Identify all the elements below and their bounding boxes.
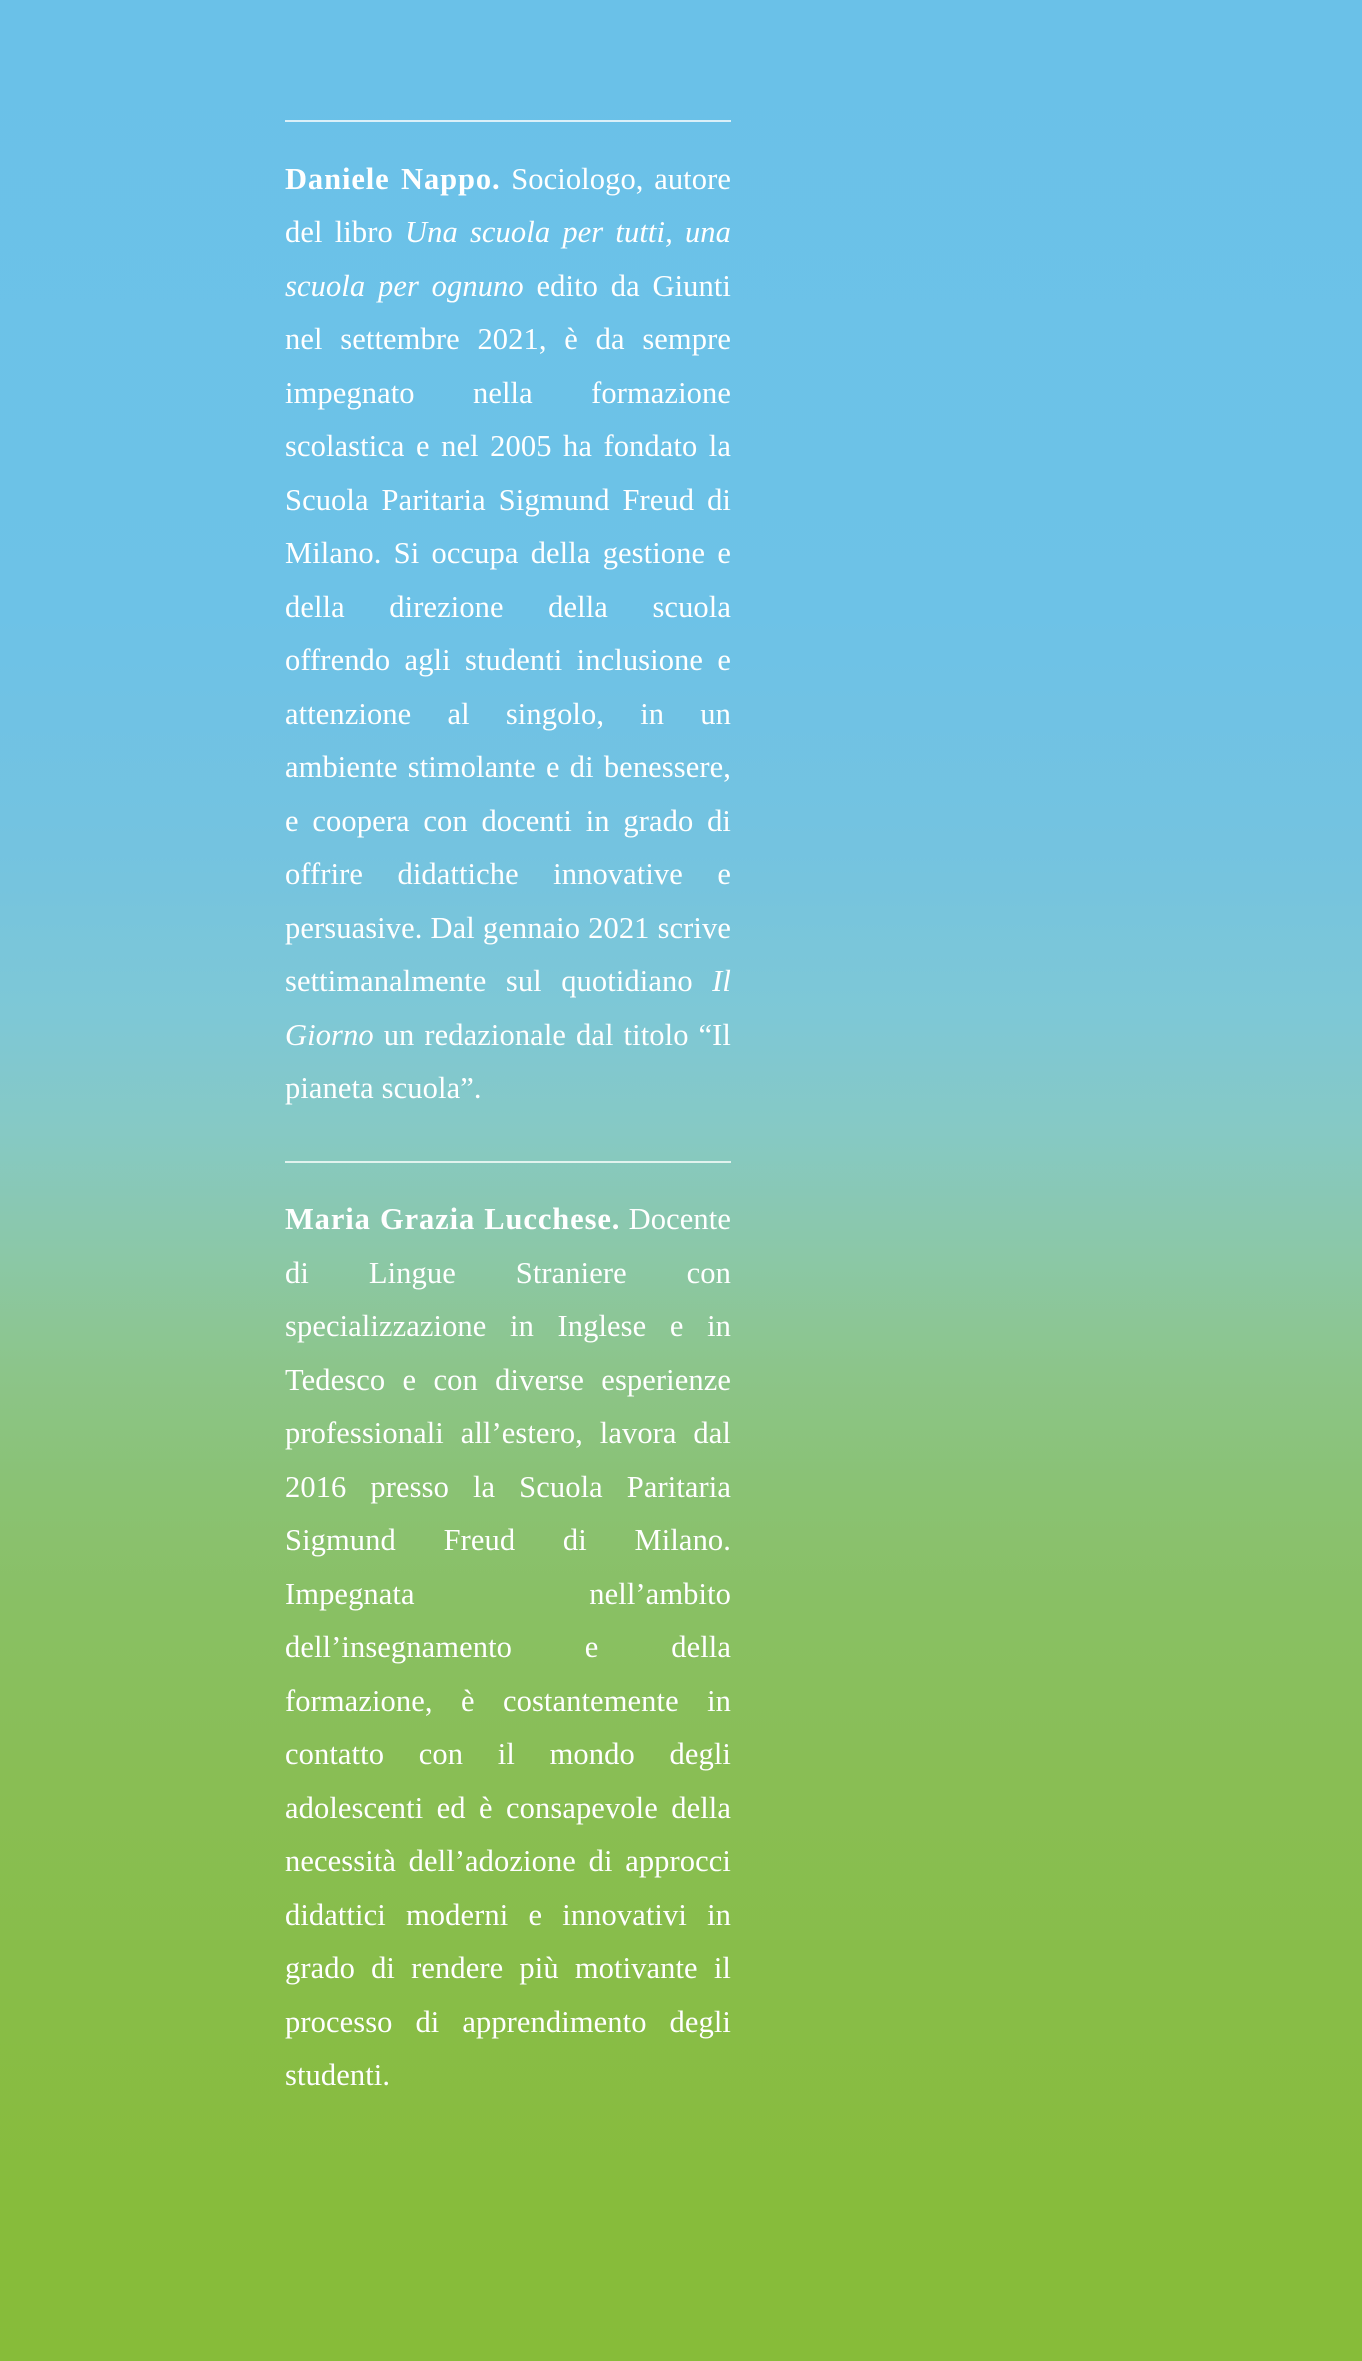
bio-column [285, 120, 731, 2133]
bio-segment-text: Docente di Lingue Straniere con specializzazione in Inglese e in Tedesco e con diverse esperienze professionali all’estero, lavora dal 2016 presso la Scuola Paritaria Sigmund Freud di Milano. Impegnata nell’ambito dell’insegnamento e della formazione, è costantemente in contatto con il mondo degli adolescenti ed è consapevole della necessità dell’adozione di approcci didattici moderni e innovativi in grado di rendere più motivante il processo di apprendimento degli studenti. [285, 1202, 731, 2092]
bio-paragraph-daniele-nappo [285, 153, 731, 1116]
section-divider-top [285, 120, 731, 122]
bio-entry-maria-grazia-lucchese [285, 1161, 731, 2103]
bio-segment-text: un redazionale dal titolo “Il pianeta scuola”. [285, 1017, 731, 1105]
bio-entry-daniele-nappo [285, 120, 731, 1116]
book-title-italic: Una scuola per tutti, una scuola per ognuno [285, 215, 731, 303]
bio-name-daniele-nappo: Daniele Nappo. [285, 161, 501, 196]
section-divider-middle [285, 1161, 731, 1163]
bio-name-maria-grazia-lucchese: Maria Grazia Lucchese. [285, 1202, 621, 1236]
bio-segment-text: Sociologo, autore del libro [285, 161, 731, 249]
bio-paragraph-maria-grazia-lucchese [285, 1193, 731, 2103]
bio-segment-text: edito da Giunti nel settembre 2021, è da sempre impegnato nella formazione scolastica e nel 2005 ha fondato la Scuola Paritaria Sigmund Freud di Milano. Si occupa della gestione e della direzione della scuola offrendo agli studenti inclusione e attenzione al singolo, in un ambiente stimolante e di benessere, e coopera con docenti in grado di offrire didattiche innovative e persuasive. Dal gennaio 2021 scrive settimanalmente sul quotidiano [285, 268, 731, 998]
newspaper-title-italic: Il Giorno [285, 964, 731, 1052]
